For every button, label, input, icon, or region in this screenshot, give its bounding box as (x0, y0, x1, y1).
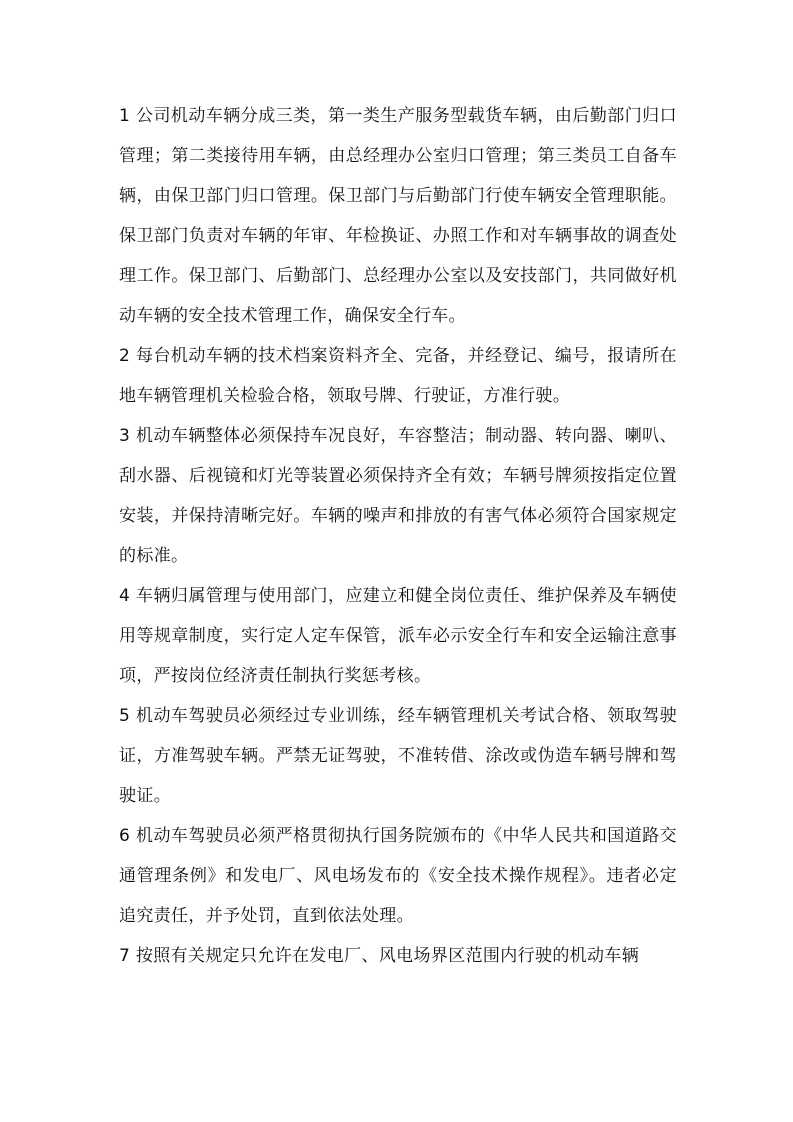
paragraph-3: 3 机动车辆整体必须保持车况良好，车容整洁；制动器、转向器、喇叭、刮水器、后视镜和灯光等装置必须保持齐全有效；车辆号牌须按指定位置安装，并保持清晰完好。车辆的噪声和排放的有害气体必须符合国家规定的标准。 (119, 426, 677, 566)
paragraph-4: 4 车辆归属管理与使用部门，应建立和健全岗位责任、维护保养及车辆使用等规章制度，实行定人定车保管，派车必示安全行车和安全运输注意事项，严按岗位经济责任制执行奖惩考核。 (119, 586, 677, 686)
paragraph-2: 2 每台机动车辆的技术档案资料齐全、完备，并经登记、编号，报请所在地车辆管理机关检验合格，领取号牌、行驶证，方准行驶。 (119, 346, 677, 406)
paragraph-1: 1 公司机动车辆分成三类，第一类生产服务型载货车辆，由后勤部门归口管理；第二类接待用车辆，由总经理办公室归口管理；第三类员工自备车辆，由保卫部门归口管理。保卫部门与后勤部门行使车辆安全管理职能。保卫部门负责对车辆的年审、年检换证、办照工作和对车辆事故的调查处理工作。保卫部门、后勤部门、总经理办公室以及安技部门，共同做好机动车辆的安全技术管理工作，确保安全行车。 (119, 106, 677, 326)
paragraph-5: 5 机动车驾驶员必须经过专业训练，经车辆管理机关考试合格、领取驾驶证，方准驾驶车辆。严禁无证驾驶，不准转借、涂改或伪造车辆号牌和驾驶证。 (119, 706, 677, 806)
document-page (119, 96, 677, 976)
paragraph-7: 7 按照有关规定只允许在发电厂、风电场界区范围内行驶的机动车辆 (119, 946, 640, 966)
paragraph-6: 6 机动车驾驶员必须严格贯彻执行国务院颁布的《中华人民共和国道路交通管理条例》和发电厂、风电场发布的《安全技术操作规程》。违者必定追究责任，并予处罚，直到依法处理。 (119, 826, 677, 926)
